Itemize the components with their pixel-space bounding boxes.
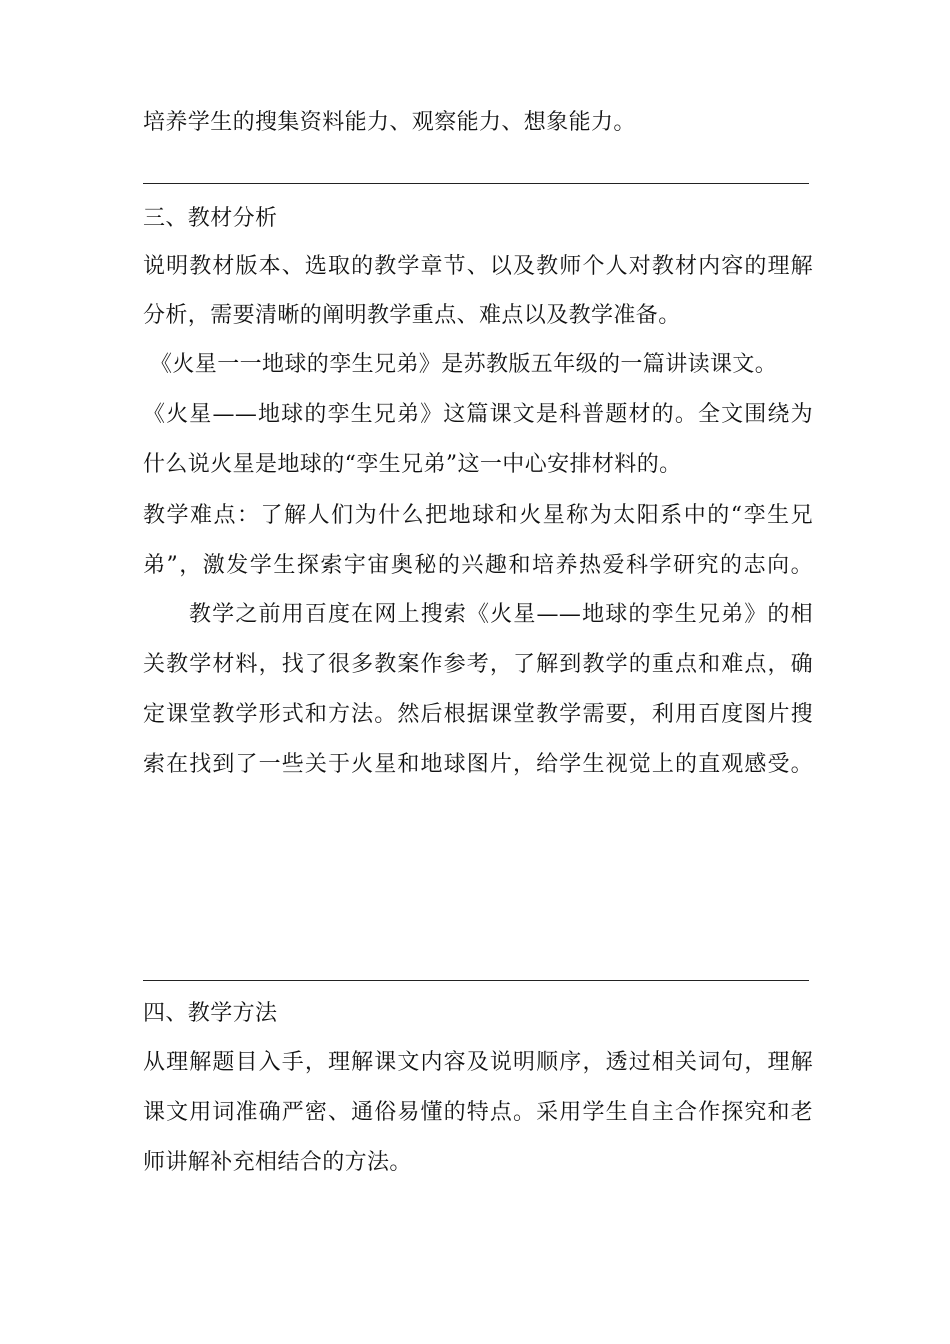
intro-text: 培养学生的搜集资料能力、观察能力、想象能力。 [143, 110, 636, 135]
section-description: 说明教材版本、选取的教学章节、以及教师个人对教材内容的理解 [143, 254, 813, 279]
section-description: 分析，需要清晰的阐明教学重点、难点以及教学准备。 [143, 303, 681, 328]
body-paragraph: 教学之前用百度在网上搜索《火星——地球的孪生兄弟》的相 [189, 602, 813, 627]
body-paragraph: 《火星——地球的孪生兄弟》这篇课文是科普题材的。全文围绕为 [143, 402, 813, 427]
body-paragraph: 《火星一一地球的孪生兄弟》是苏教版五年级的一篇讲读课文。 [150, 352, 778, 377]
teaching-difficulty: 教学难点：了解人们为什么把地球和火星称为太阳系中的“孪生兄 [143, 503, 813, 528]
section-divider [143, 980, 809, 981]
body-paragraph: 关教学材料，找了很多教案作参考，了解到教学的重点和难点，确 [143, 652, 813, 677]
section-heading: 四、教学方法 [143, 1001, 278, 1026]
teaching-difficulty: 弟”，激发学生探索宇宙奥秘的兴趣和培养热爱科学研究的志向。 [143, 553, 813, 578]
body-paragraph: 索在找到了一些关于火星和地球图片，给学生视觉上的直观感受。 [143, 752, 813, 777]
body-paragraph: 定课堂教学形式和方法。然后根据课堂教学需要，利用百度图片搜 [143, 702, 813, 727]
section-heading: 三、教材分析 [143, 206, 278, 231]
section-divider [143, 183, 809, 184]
body-paragraph: 课文用词准确严密、通俗易懂的特点。采用学生自主合作探究和老 [143, 1100, 813, 1125]
body-paragraph: 师讲解补充相结合的方法。 [143, 1150, 412, 1175]
body-paragraph: 从理解题目入手，理解课文内容及说明顺序，透过相关词句，理解 [143, 1050, 813, 1075]
body-paragraph: 什么说火星是地球的“孪生兄弟”这一中心安排材料的。 [143, 452, 682, 477]
